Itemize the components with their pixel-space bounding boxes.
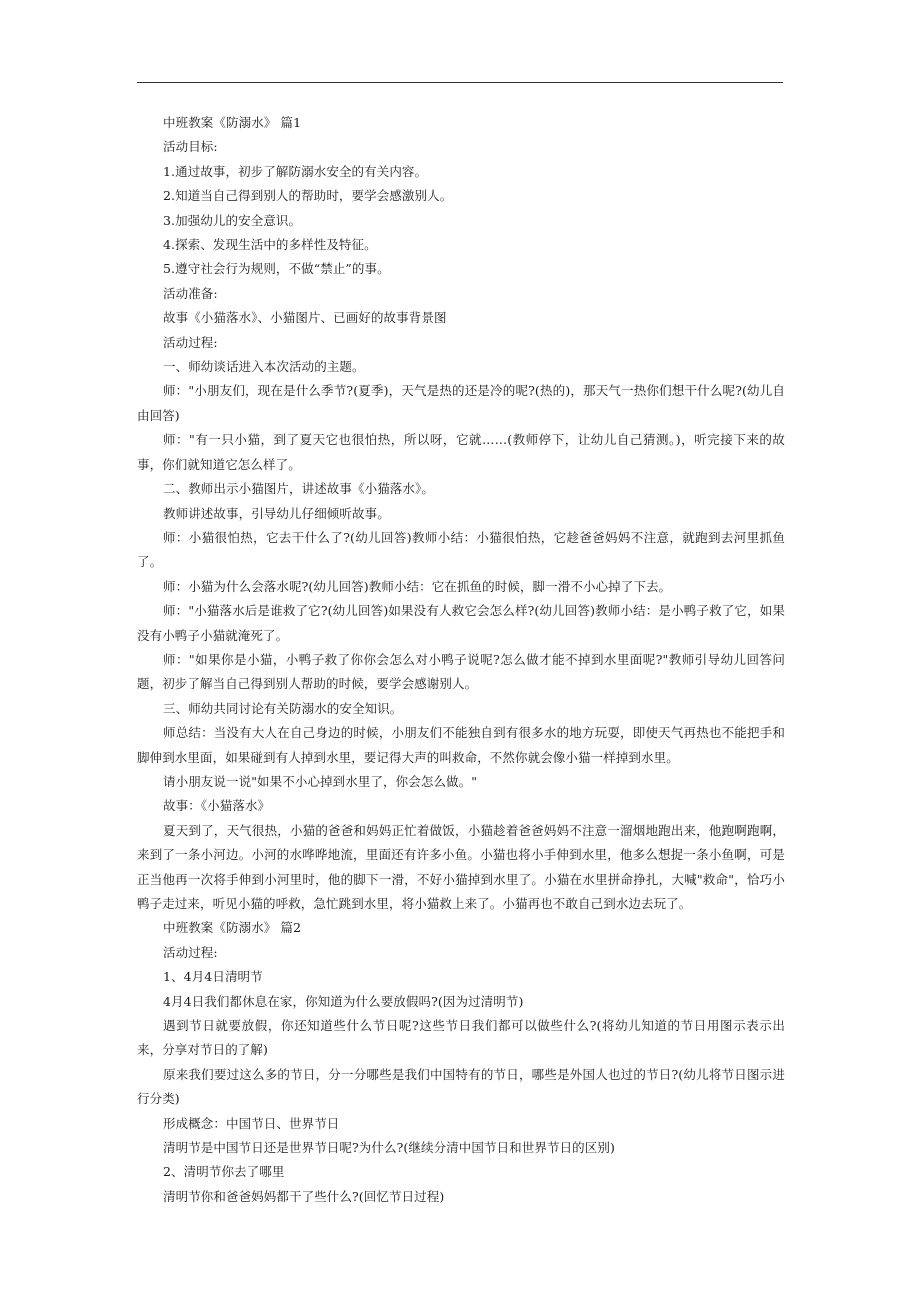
paragraph: 师："小朋友们，现在是什么季节?(夏季)，天气是热的还是冷的呢?(热的)，那天气一热你们想干什么呢?(幼儿自由回答)	[137, 383, 785, 423]
paragraph: 1、4月4日清明节	[163, 969, 263, 985]
paragraph: 师：小猫为什么会落水呢?(幼儿回答)教师小结：它在抓鱼的时候，脚一滑不小心掉了下去。	[163, 578, 672, 594]
paragraph: 三、师幼共同讨论有关防溺水的安全知识。	[163, 700, 403, 716]
paragraph: 故事《小猫落水》、小猫图片、已画好的故事背景图	[163, 310, 447, 326]
paragraph: 师："小猫落水后是谁救了它?(幼儿回答)如果没有人救它会怎么样?(幼儿回答)教师小结：是小鸭子救了它，如果没有小鸭子小猫就淹死了。	[137, 603, 785, 643]
paragraph: 4月4日我们都休息在家，你知道为什么要放假吗?(因为过清明节)	[163, 993, 524, 1009]
paragraph: 形成概念：中国节日、世界节日	[163, 1115, 340, 1131]
paragraph: 活动准备:	[163, 285, 218, 301]
section-title: 中班教案《防溺水》 篇2	[163, 920, 302, 936]
paragraph: 遇到节日就要放假，你还知道些什么节日呢?这些节日我们都可以做些什么?(将幼儿知道的节日用图示表示出来，分享对节日的了解)	[137, 1018, 785, 1058]
paragraph: 5.遵守社会行为规则，不做“禁止”的事。	[163, 261, 390, 277]
paragraph: 原来我们要过这么多的节日，分一分哪些是我们中国特有的节日，哪些是外国人也过的节日?(幼儿将节日图示进行分类)	[137, 1066, 785, 1107]
document-body	[137, 111, 785, 1209]
paragraph: 清明节是中国节日还是世界节日呢?为什么?(继续分清中国节日和世界节日的区别)	[163, 1140, 615, 1156]
paragraph: 一、师幼谈话进入本次活动的主题。	[163, 359, 365, 375]
paragraph: 活动过程:	[163, 944, 218, 960]
paragraph: 1.通过故事，初步了解防溺水安全的有关内容。	[163, 163, 428, 179]
story-paragraph: 夏天到了，天气很热，小猫的爸爸和妈妈正忙着做饭，小猫趁着爸爸妈妈不注意一溜烟地跑出来，他跑啊跑啊，来到了一条小河边。小河的水哗哗地流，里面还有许多小鱼。小猫也将小手伸到水里，他多么想捉一条小鱼啊，可是正当他再一次将手伸到小河里时，他的脚下一滑，不好小猫掉到水里了。小猫在水里拼命挣扎，大喊"救命"，恰巧小鸭子走过来，听见小猫的呼救，急忙跳到水里，将小猫救上来了。小猫再也不敢自己到水边去玩了。	[137, 822, 785, 911]
paragraph: 师："有一只小猫，到了夏天它也很怕热，所以呀，它就……(教师停下，让幼儿自己猜测。)，听完接下来的故事，你们就知道它怎么样了。	[137, 432, 785, 472]
paragraph: 4.探索、发现生活中的多样性及特征。	[163, 237, 377, 253]
paragraph: 3.加强幼儿的安全意识。	[163, 212, 302, 228]
header-rule	[137, 82, 783, 83]
paragraph: 2、清明节你去了哪里	[163, 1164, 285, 1180]
paragraph: 2.知道当自己得到别人的帮助时，要学会感激别人。	[163, 188, 453, 204]
paragraph: 活动目标:	[163, 139, 218, 155]
paragraph: 师："如果你是小猫，小鸭子救了你你会怎么对小鸭子说呢?怎么做才能不掉到水里面呢?"教师引导幼儿回答问题，初步了解当自己得到别人帮助的时候，要学会感谢别人。	[137, 651, 785, 692]
paragraph: 活动过程:	[163, 334, 218, 350]
story-title: 故事：《小猫落水》	[163, 798, 271, 814]
paragraph: 二、教师出示小猫图片，讲述故事《小猫落水》。	[163, 481, 434, 497]
paragraph: 师：小猫很怕热，它去干什么了?(幼儿回答)教师小结：小猫很怕热，它趁爸爸妈妈不注意，就跑到去河里抓鱼了。	[137, 529, 785, 570]
paragraph: 师总结：当没有大人在自己身边的时候，小朋友们不能独自到有很多水的地方玩耍，即使天气再热也不能把手和脚伸到水里面，如果碰到有人掉到水里，要记得大声的叫救命，不然你就会像小猫一样掉到水里。	[137, 725, 785, 765]
section-title: 中班教案《防溺水》 篇1	[163, 115, 302, 130]
paragraph: 请小朋友说一说"如果不小心掉到水里了，你会怎么做。"	[163, 773, 478, 789]
paragraph: 教师讲述故事，引导幼儿仔细倾听故事。	[163, 505, 390, 521]
paragraph: 清明节你和爸爸妈妈都干了些什么?(回忆节日过程)	[163, 1188, 445, 1204]
